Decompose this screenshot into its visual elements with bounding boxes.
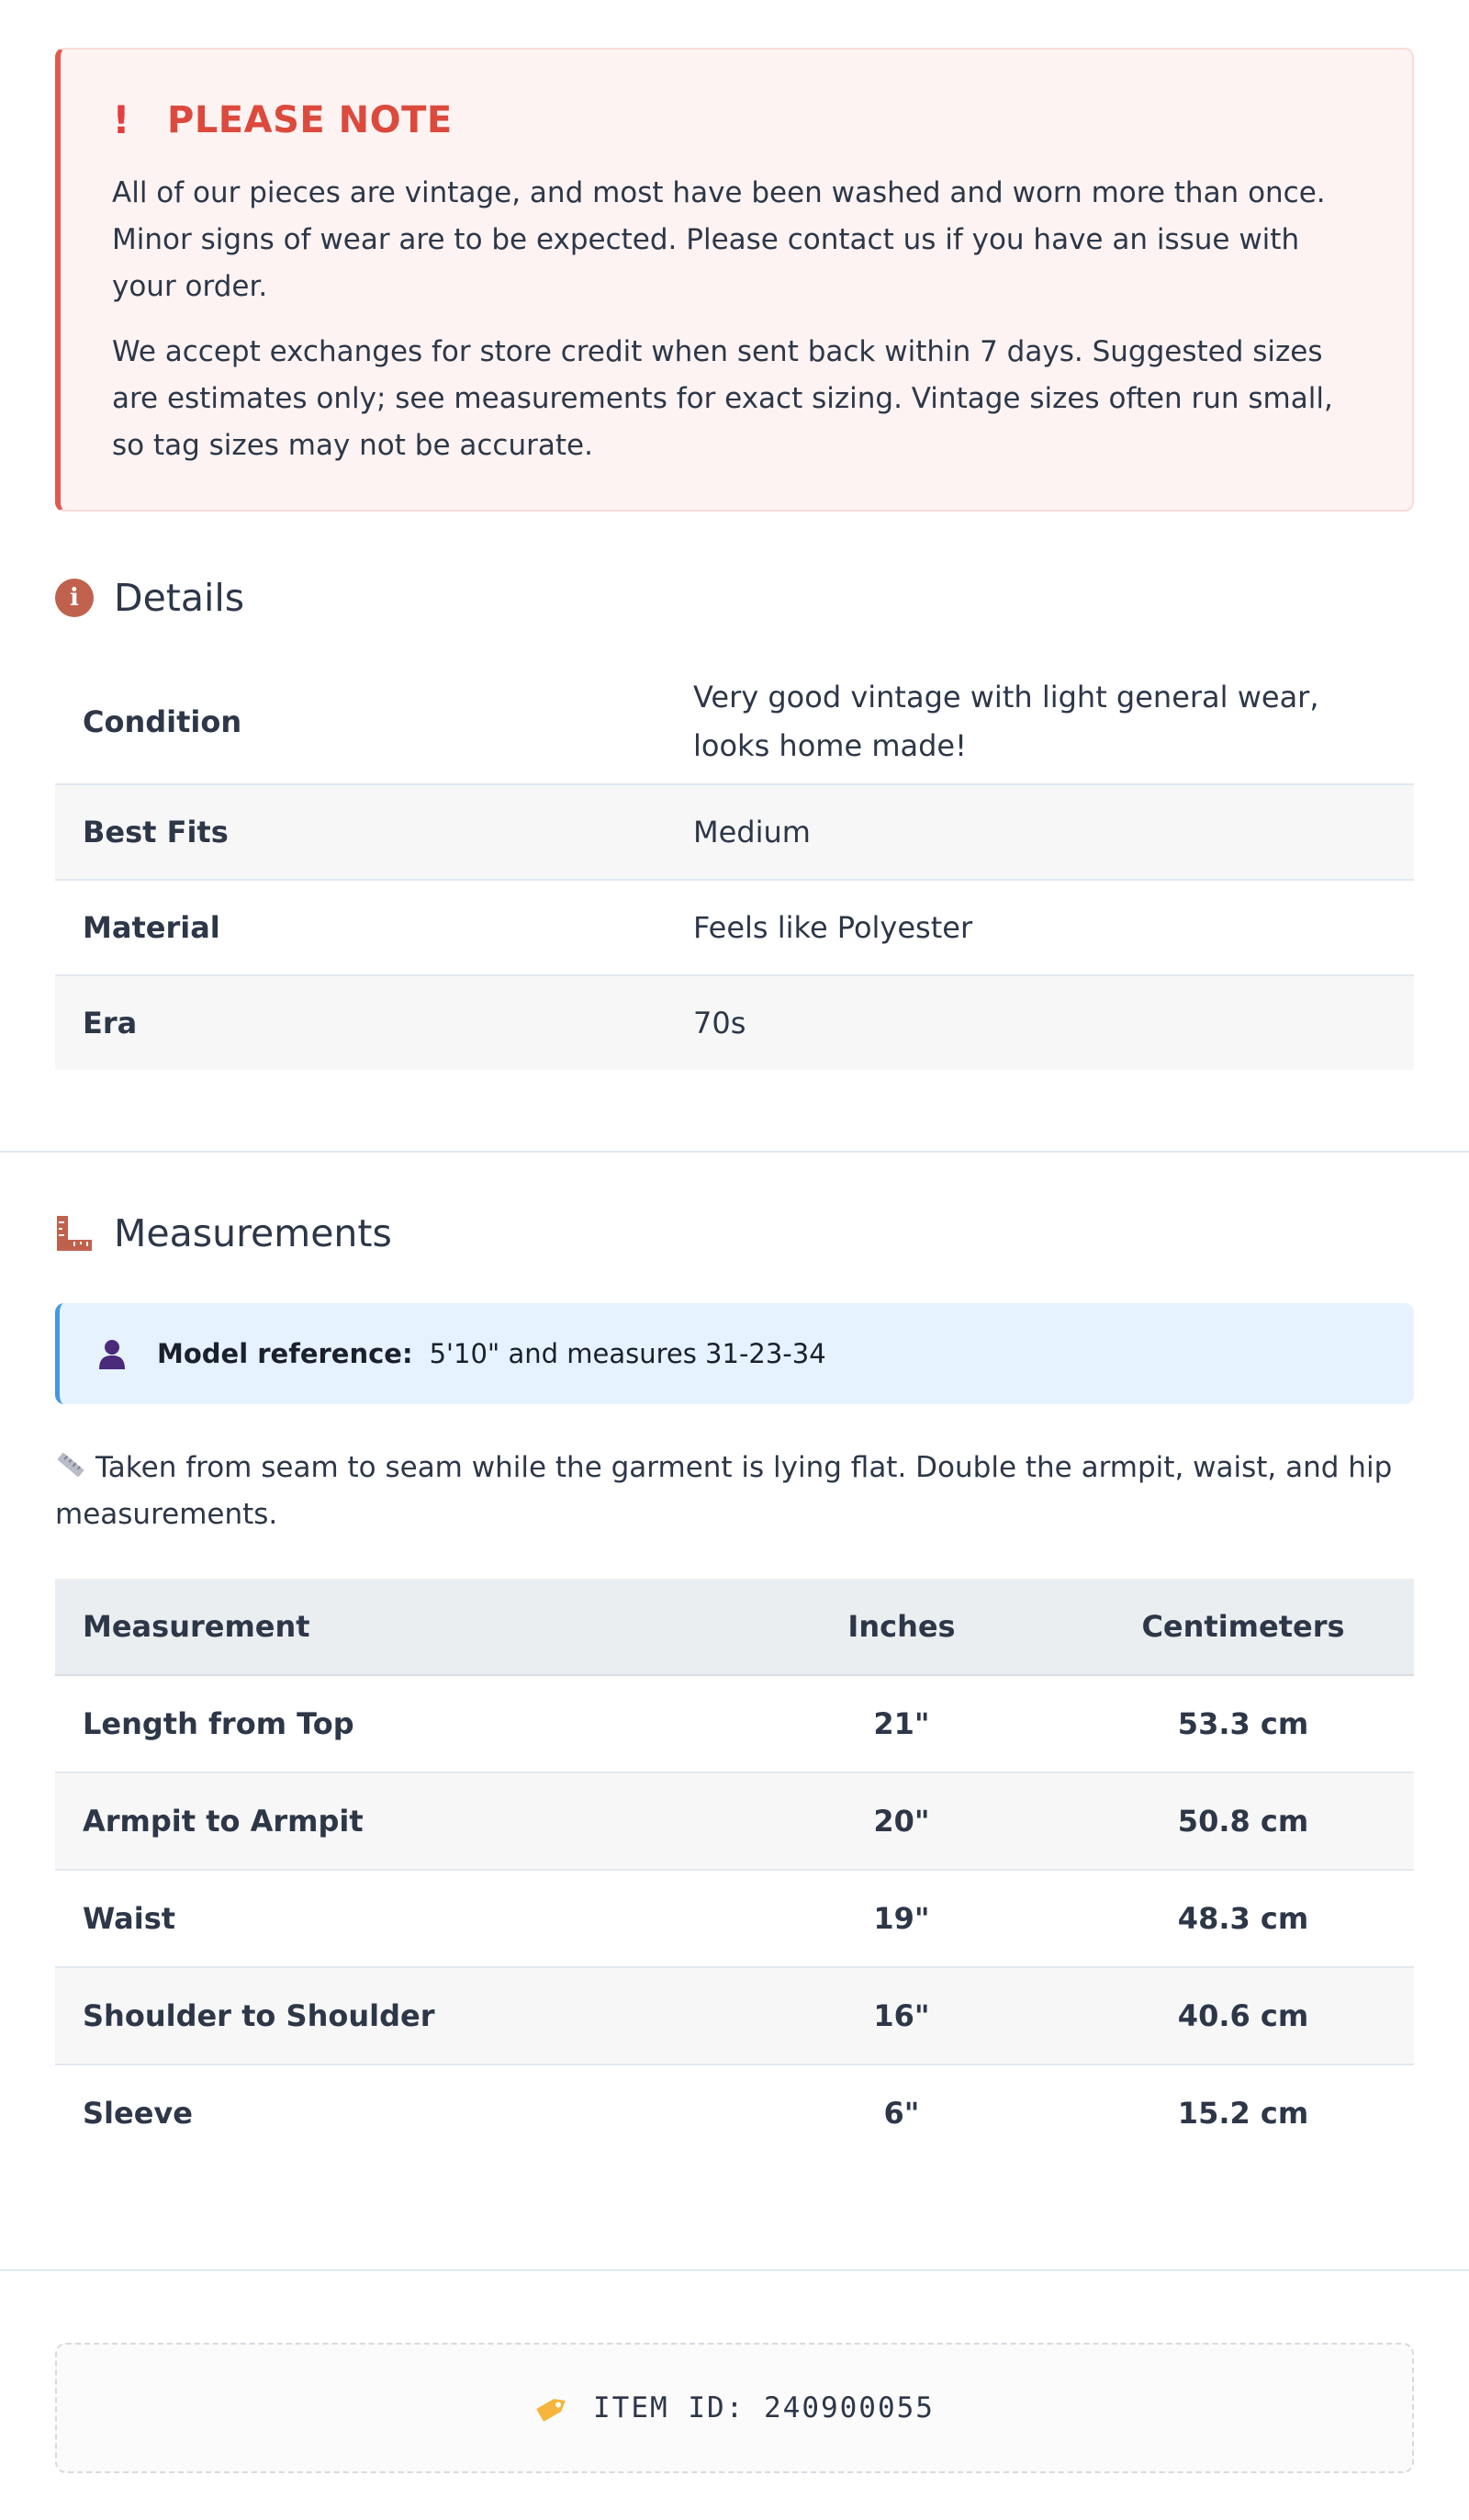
details-value: Feels like Polyester xyxy=(666,880,1414,975)
measurement-tip-text: Taken from seam to seam while the garment is lying flat. Double the armpit, waist, and hip measurements. xyxy=(55,1451,1393,1531)
details-value: Medium xyxy=(666,784,1414,880)
column-header-inches: Inches xyxy=(731,1579,1072,1675)
item-id-box xyxy=(55,2343,1414,2473)
details-row xyxy=(55,660,1414,784)
tag-icon xyxy=(534,2390,571,2426)
model-reference xyxy=(55,1303,1414,1404)
measurement-name: Length from Top xyxy=(55,1675,731,1772)
measurement-name: Armpit to Armpit xyxy=(55,1772,731,1870)
details-label: Best Fits xyxy=(55,784,666,880)
notice-paragraph-2: We accept exchanges for store credit when sent back within 7 days. Suggested sizes are estimates only; see measurements for exact sizing. Vintage sizes often run small, so tag sizes may not be accurate. xyxy=(112,335,1333,462)
ruler-tip-icon xyxy=(55,1448,86,1479)
measurement-inches: 21" xyxy=(731,1675,1072,1772)
measurement-name: Shoulder to Shoulder xyxy=(55,1967,731,2064)
details-row xyxy=(55,880,1414,975)
measurement-cm: 15.2 cm xyxy=(1177,2096,1309,2131)
measurements-table xyxy=(55,1579,1414,2161)
details-row xyxy=(55,975,1414,1070)
measurement-cm: 40.6 cm xyxy=(1072,1967,1414,2064)
measurement-name: Waist xyxy=(55,1870,731,1967)
details-title: Details xyxy=(114,576,245,620)
table-row xyxy=(55,2064,1414,2161)
section-divider xyxy=(0,2269,1469,2271)
table-row xyxy=(55,1967,1414,2064)
details-table xyxy=(55,660,1414,1070)
measurement-cm: 53.3 cm xyxy=(1072,1675,1414,1772)
measurement-tip xyxy=(55,1445,1414,1538)
table-row xyxy=(55,1870,1414,1967)
measurement-cm: 48.3 cm xyxy=(1072,1870,1414,1967)
details-label: Material xyxy=(55,880,666,975)
measurements-title: Measurements xyxy=(114,1211,392,1255)
model-reference-value: 5'10" and measures 31-23-34 xyxy=(429,1338,826,1369)
measurement-inches: 20" xyxy=(731,1772,1072,1870)
notice-title: PLEASE NOTE xyxy=(167,98,453,141)
details-row xyxy=(55,784,1414,880)
notice-paragraph-1: All of our pieces are vintage, and most have been washed and worn more than once. Minor signs of wear are to be expected. Please contact us if you have an issue with your order. xyxy=(112,176,1326,303)
details-value: Very good vintage with light general wear, looks home made! xyxy=(666,660,1414,784)
measurement-inches: 6" xyxy=(883,2096,920,2131)
details-header xyxy=(55,576,1414,620)
notice-header xyxy=(112,97,1364,142)
ruler-icon xyxy=(55,1214,94,1253)
details-label: Condition xyxy=(55,660,666,784)
section-divider xyxy=(0,1151,1469,1153)
notice-box xyxy=(55,48,1414,512)
measurement-cm: 50.8 cm xyxy=(1072,1772,1414,1870)
measurement-inches: 16" xyxy=(731,1967,1072,2064)
info-icon: i xyxy=(55,579,94,617)
measurement-inches: 19" xyxy=(731,1870,1072,1967)
column-header-centimeters: Centimeters xyxy=(1072,1579,1414,1675)
column-header-measurement: Measurement xyxy=(55,1579,731,1675)
model-reference-label: Model reference: xyxy=(157,1338,413,1369)
details-value: 70s xyxy=(666,975,1414,1070)
measurement-name: Sleeve xyxy=(83,2096,193,2131)
table-row xyxy=(55,1675,1414,1772)
item-id-text: ITEM ID: 240900055 xyxy=(593,2391,935,2424)
table-row xyxy=(55,1772,1414,1870)
measurements-header-row xyxy=(55,1579,1414,1675)
person-icon xyxy=(96,1338,128,1369)
measurements-header xyxy=(55,1211,1414,1255)
exclamation-icon: ! xyxy=(112,97,130,142)
details-label: Era xyxy=(55,975,666,1070)
